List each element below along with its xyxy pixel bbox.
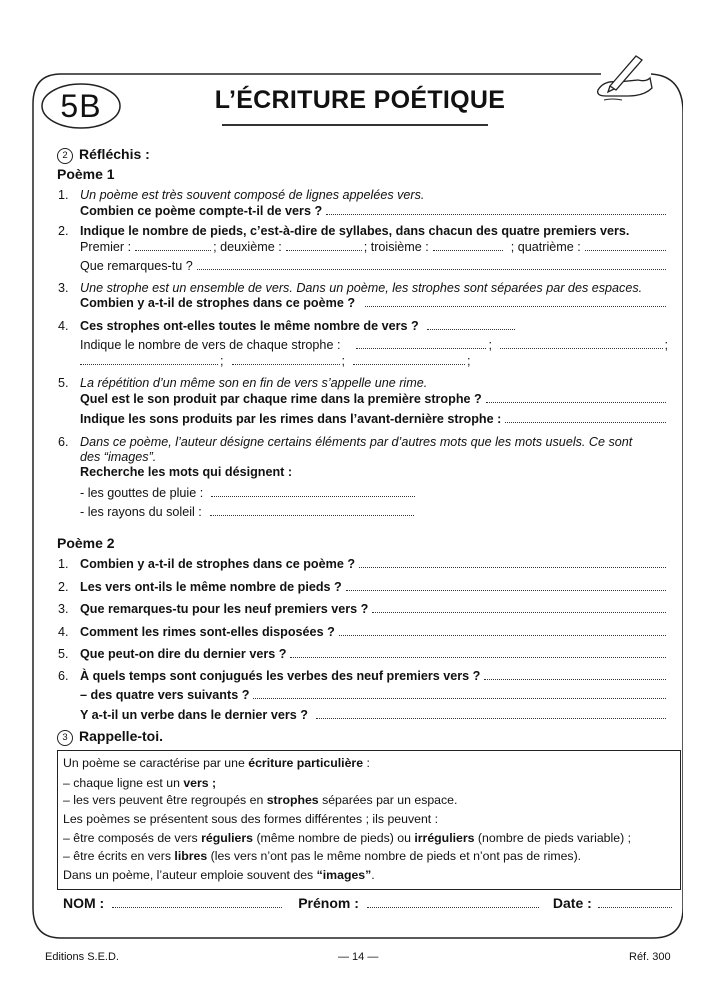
reference: Réf. 300 xyxy=(629,951,671,963)
answer-line[interactable] xyxy=(286,249,362,251)
date-field[interactable] xyxy=(598,906,672,908)
p2-q5: 5. Que peut-on dire du dernier vers ? xyxy=(58,645,668,661)
answer-line[interactable] xyxy=(433,249,503,251)
answer-line[interactable] xyxy=(585,249,666,251)
p1-q3-intro: 3. Une strophe est un ensemble de vers. Dans un poème, les strophes sont séparées par des espaces. xyxy=(58,281,643,295)
page-number: — 14 — xyxy=(338,951,379,963)
prenom-field[interactable] xyxy=(367,906,539,908)
answer-line[interactable] xyxy=(365,305,666,307)
p2-q3: 3. Que remarques-tu pour les neuf premiers vers ? xyxy=(58,600,668,616)
p1-q5-question1: Quel est le son produit par chaque rime dans la première strophe ? xyxy=(58,390,668,406)
p2-q6b: – des quatre vers suivants ? xyxy=(58,686,668,702)
p1-q6-b: - les rayons du soleil : xyxy=(58,503,668,519)
answer-line[interactable] xyxy=(505,421,666,423)
p1-q1-intro: 1. Un poème est très souvent composé de lignes appelées vers. xyxy=(58,188,425,202)
summary-line: – être écrits en vers libres (les vers n’ont pas le même nombre de pieds et n’ont pas de rimes). xyxy=(63,849,582,863)
answer-line[interactable] xyxy=(353,363,465,365)
nom-label: NOM : xyxy=(63,895,105,911)
summary-line: – chaque ligne est un vers ; xyxy=(63,776,217,790)
answer-line[interactable] xyxy=(135,249,211,251)
summary-line: Dans un poème, l’auteur emploie souvent des “images”. xyxy=(63,868,375,882)
p2-q6c: Y a-t-il un verbe dans le dernier vers ? xyxy=(58,706,668,722)
section-reflechis: 2 Réfléchis : xyxy=(57,146,150,164)
answer-line[interactable] xyxy=(232,363,340,365)
page-title: L’ÉCRITURE POÉTIQUE xyxy=(214,86,506,114)
p1-q5-question2: Indique les sons produits par les rimes dans l’avant-dernière strophe : xyxy=(58,410,668,426)
identity-row xyxy=(63,895,674,911)
p1-q2-question: 2. Indique le nombre de pieds, c’est-à-dire de syllabes, dans chacun des quatre premiers vers. xyxy=(58,224,630,238)
p1-q5-intro: 5. La répétition d’un même son en fin de vers s’appelle une rime. xyxy=(58,376,428,390)
p1-q6-a: - les gouttes de pluie : xyxy=(58,484,668,500)
p1-q1-question: Combien ce poème compte-t-il de vers ? xyxy=(58,202,668,218)
p1-q2-remarques: Que remarques-tu ? xyxy=(58,257,668,273)
p2-q2: 2. Les vers ont-ils le même nombre de pieds ? xyxy=(58,578,668,594)
answer-line[interactable] xyxy=(484,678,666,680)
p2-q1: 1. Combien y a-t-il de strophes dans ce poème ? xyxy=(58,555,668,571)
p2-q6: 6. À quels temps sont conjugués les verbes des neuf premiers vers ? xyxy=(58,667,668,683)
title-underline xyxy=(222,124,488,126)
summary-line: Les poèmes se présentent sous des formes différentes ; ils peuvent : xyxy=(63,812,439,826)
answer-line[interactable] xyxy=(316,717,666,719)
summary-line: Un poème se caractérise par une écriture particulière : xyxy=(63,756,370,770)
section-number: 3 xyxy=(57,730,73,746)
p1-q6-question: Recherche les mots qui désignent : xyxy=(80,465,293,479)
prenom-label: Prénom : xyxy=(298,895,359,911)
answer-line[interactable] xyxy=(346,589,666,591)
lesson-badge: 5B xyxy=(60,88,102,124)
p1-q2-answers: Premier : ; deuxième : ; troisième : ; quatrième : xyxy=(58,238,668,254)
answer-line[interactable] xyxy=(486,401,666,403)
answer-line[interactable] xyxy=(372,611,666,613)
answer-line[interactable] xyxy=(359,566,666,568)
p2-q4: 4. Comment les rimes sont-elles disposées ? xyxy=(58,623,668,639)
p1-q4-indique: Indique le nombre de vers de chaque strophe : ; ; xyxy=(80,338,668,352)
writing-hand-icon xyxy=(588,52,660,102)
p1-q6-intro: 6. Dans ce poème, l’auteur désigne certains éléments par d’autres mots que les mots usuels. Ce sont xyxy=(58,435,633,449)
answer-line[interactable] xyxy=(211,495,415,497)
answer-line[interactable] xyxy=(210,514,414,516)
p1-q4-question: 4. Ces strophes ont-elles toutes le même nombre de vers ? xyxy=(58,317,668,333)
answer-line[interactable] xyxy=(290,656,666,658)
answer-line[interactable] xyxy=(253,697,666,699)
answer-line[interactable] xyxy=(339,634,666,636)
answer-line[interactable] xyxy=(500,347,663,349)
answer-line[interactable] xyxy=(427,328,515,330)
summary-line: – les vers peuvent être regroupés en strophes séparées par un espace. xyxy=(63,793,458,807)
poeme2-title: Poème 2 xyxy=(57,535,115,551)
answer-line[interactable] xyxy=(80,363,218,365)
poeme1-title: Poème 1 xyxy=(57,166,115,182)
summary-line: – être composés de vers réguliers (même nombre de pieds) ou irréguliers (nombre de pieds variable) ; xyxy=(63,831,632,845)
section-rappelle: 3 Rappelle-toi. xyxy=(57,728,163,746)
answer-line[interactable] xyxy=(197,268,666,270)
answer-line[interactable] xyxy=(326,213,666,215)
answer-line[interactable] xyxy=(356,347,486,349)
nom-field[interactable] xyxy=(112,906,282,908)
date-label: Date : xyxy=(552,895,592,911)
p1-q4-indique-cont: ; ; ; xyxy=(58,352,668,368)
section-number: 2 xyxy=(57,148,73,164)
p1-q3-question: Combien y a-t-il de strophes dans ce poème ? xyxy=(58,294,668,310)
publisher: Editions S.E.D. xyxy=(45,951,119,963)
p1-q6-intro2: des “images”. xyxy=(80,450,157,464)
